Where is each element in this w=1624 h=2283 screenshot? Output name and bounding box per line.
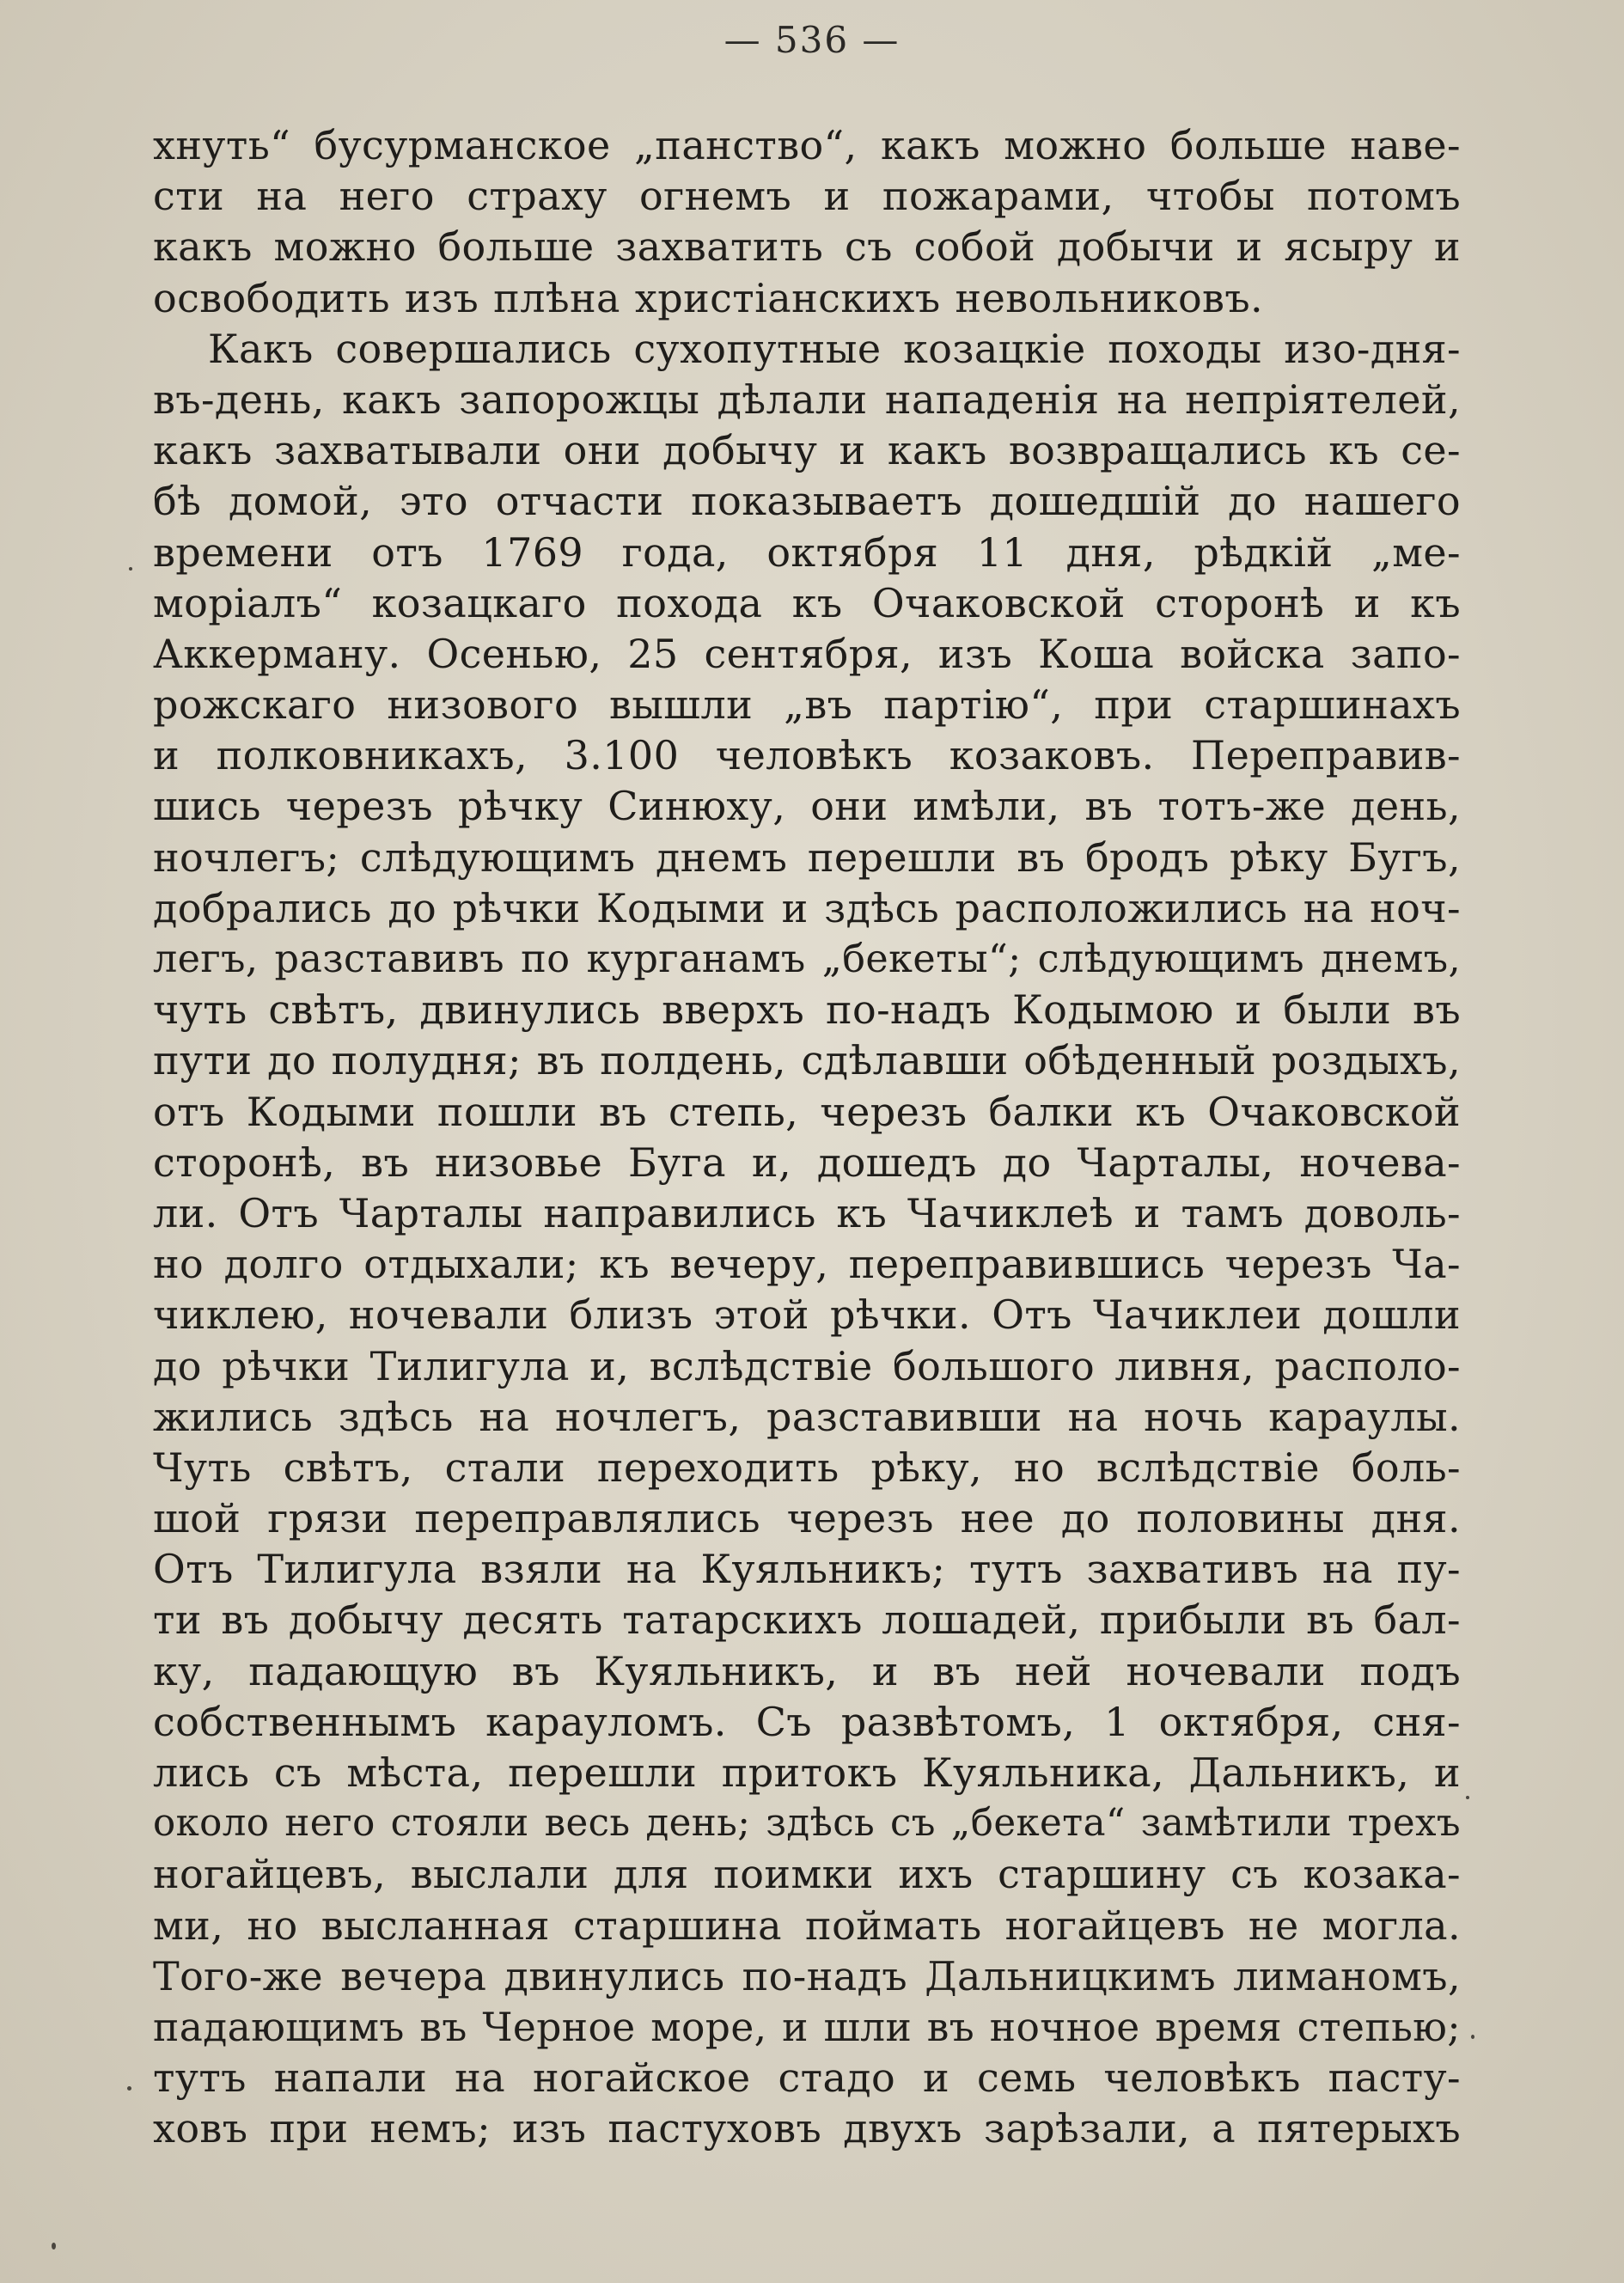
paper-speck	[1471, 2035, 1474, 2039]
text-line: шись черезъ рѣчку Синюху, они имѣли, въ тотъ-же день,	[153, 783, 1461, 830]
text-line: ховъ при немъ; изъ пастуховъ двухъ зарѣзали, а пятерыхъ	[153, 2105, 1461, 2152]
paper-speck	[129, 567, 132, 571]
text-line: легъ, разставивъ по курганамъ „бекеты“; слѣдующимъ днемъ,	[153, 937, 1461, 981]
paper-speck	[1466, 1796, 1469, 1799]
text-line: ночлегъ; слѣдующимъ днемъ перешли въ бродъ рѣку Бугъ,	[153, 833, 1461, 881]
text-line: какъ захватывали они добычу и какъ возвращались къ се-	[153, 427, 1461, 474]
text-line: добрались до рѣчки Кодыми и здѣсь расположились на ноч-	[153, 884, 1461, 931]
text-line: рожскаго низового вышли „въ партію“, при старшинахъ	[153, 681, 1461, 729]
text-line: собственнымъ карауломъ. Съ развѣтомъ, 1 октября, сня-	[153, 1698, 1461, 1745]
text-line: падающимъ въ Черное море, и шли въ ночное время степью;	[153, 2004, 1461, 2050]
text-line: сти на него страху огнемъ и пожарами, чтобы потомъ	[153, 173, 1461, 220]
text-line: сторонѣ, въ низовье Буга и, дошедъ до Чарталы, ночева-	[153, 1138, 1461, 1186]
paper-speck	[52, 2243, 56, 2249]
paper-speck	[127, 2086, 131, 2091]
text-line: ногайцевъ, выслали для поимки ихъ старшину съ козака-	[153, 1851, 1461, 1898]
text-line: около него стояли весь день; здѣсь съ „бекета“ замѣтили трехъ	[153, 1802, 1461, 1846]
text-line: до рѣчки Тилигула и, вслѣдствіе большого ливня, располо-	[153, 1342, 1461, 1389]
text-line: освободить изъ плѣна христіанскихъ невольниковъ.	[153, 274, 1264, 321]
text-line: Аккерману. Осенью, 25 сентября, изъ Коша войска запо-	[153, 630, 1461, 677]
text-line: и полковникахъ, 3.100 человѣкъ козаковъ. Переправив-	[153, 732, 1461, 779]
text-line: шой грязи переправлялись черезъ нее до половины дня.	[153, 1495, 1461, 1542]
text-line: какъ можно больше захватить съ собой добычи и ясыру и	[153, 223, 1461, 271]
text-line: ми, но высланная старшина поймать ногайцевъ не могла.	[153, 1901, 1461, 1949]
text-line: тутъ напали на ногайское стадо и семь человѣкъ пасту-	[153, 2054, 1461, 2102]
text-line: Отъ Тилигула взяли на Куяльникъ; тутъ захвативъ на пу-	[153, 1546, 1461, 1593]
text-line: моріалъ“ козацкаго похода къ Очаковской сторонѣ и къ	[153, 579, 1461, 626]
text-line: въ-день, какъ запорожцы дѣлали нападенія на непріятелей,	[153, 375, 1461, 423]
body-text	[153, 120, 1461, 2155]
text-line: чиклею, ночевали близъ этой рѣчки. Отъ Чачиклеи дошли	[153, 1291, 1461, 1339]
text-line: бѣ домой, это отчасти показываетъ дошедшій до нашего	[153, 478, 1461, 525]
text-line: Того-же вечера двинулись по-надъ Дальницкимъ лиманомъ,	[153, 1952, 1461, 1999]
text-line: отъ Кодыми пошли въ степь, черезъ балки къ Очаковской	[153, 1088, 1461, 1135]
text-line: Чуть свѣтъ, стали переходить рѣку, но вслѣдствіе боль-	[153, 1444, 1461, 1491]
text-line: чуть свѣтъ, двинулись вверхъ по-надъ Кодымою и были въ	[153, 986, 1461, 1034]
text-line: Какъ совершались сухопутные козацкіе походы изо-дня-	[208, 325, 1461, 372]
text-line: ку, падающую въ Куяльникъ, и въ ней ночевали подъ	[153, 1647, 1461, 1694]
page-number: — 536 —	[723, 19, 901, 61]
text-line: но долго отдыхали; къ вечеру, переправившись черезъ Ча-	[153, 1241, 1461, 1288]
text-line: пути до полудня; въ полдень, сдѣлавши обѣденный роздыхъ,	[153, 1037, 1461, 1084]
text-line: лись съ мѣста, перешли притокъ Куяльника, Дальникъ, и	[153, 1749, 1461, 1796]
text-line: ти въ добычу десять татарскихъ лошадей, прибыли въ бал-	[153, 1596, 1461, 1644]
text-line: жились здѣсь на ночлегъ, разставивши на ночь караулы.	[153, 1393, 1461, 1440]
text-line: ли. Отъ Чарталы направились къ Чачиклеѣ и тамъ доволь-	[153, 1189, 1461, 1236]
text-line: хнуть“ бусурманское „панство“, какъ можно больше навe-	[153, 122, 1461, 168]
text-line: времени отъ 1769 года, октября 11 дня, рѣдкій „ме-	[153, 528, 1461, 576]
